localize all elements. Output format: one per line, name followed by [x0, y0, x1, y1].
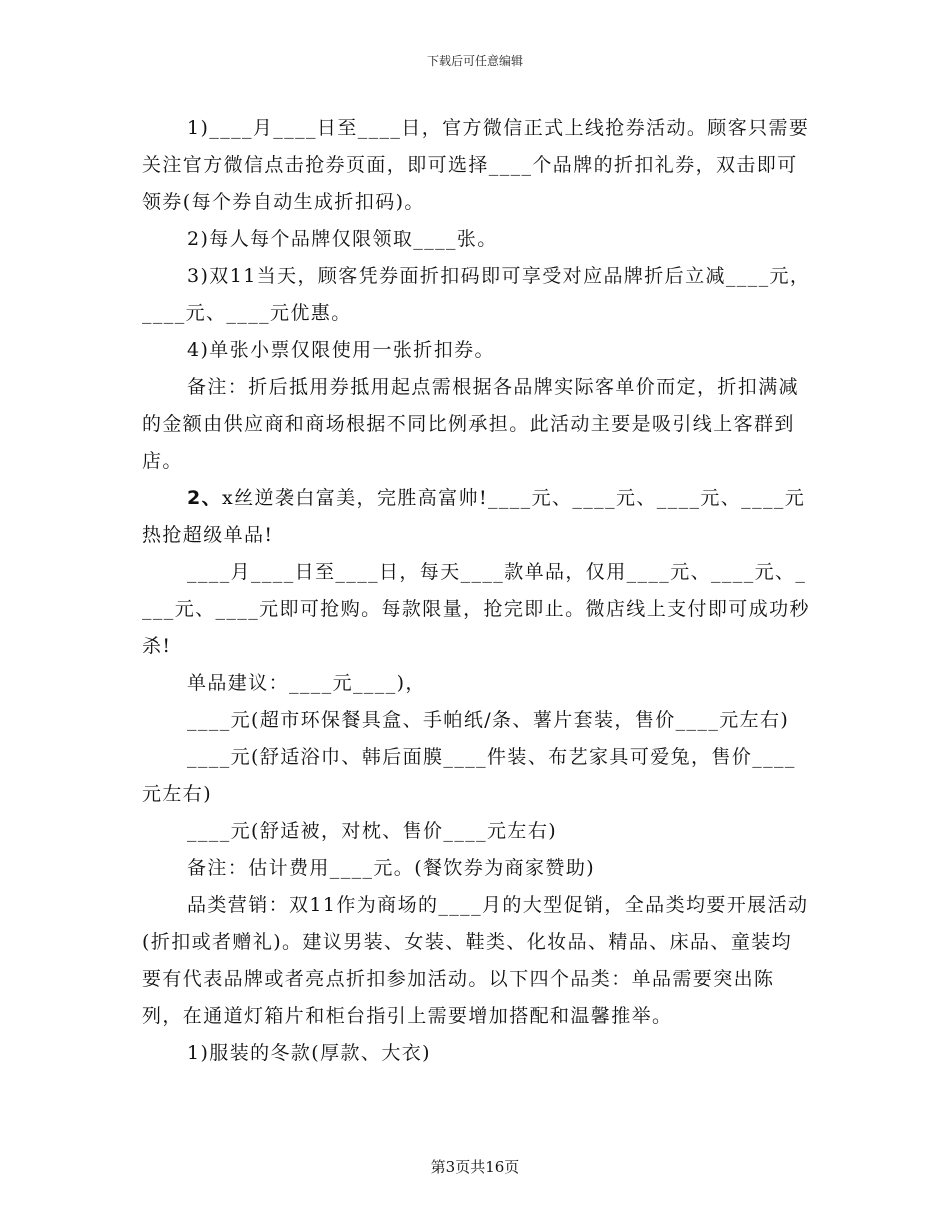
section-2-number: 2、 — [187, 487, 223, 509]
paragraph-1: 1)____月____日至____日，官方微信正式上线抢券活动。顾客只需要关注官方微信点击抢券页面，即可选择____个品牌的折扣礼券，双击即可领券(每个券自动生成折扣码)。 — [142, 117, 810, 213]
paragraph-flash-sale: ____月____日至____日，每天____款单品，仅用____元、____元、____元、____元即可抢购。每款限量，抢完即止。微店线上支付即可成功秒杀! — [142, 561, 810, 657]
paragraph-category-marketing: 品类营销：双11作为商场的____月的大型促销，全品类均要开展活动(折扣或者赠礼)。建议男装、女装、鞋类、化妆品、精品、床品、童装均要有代表品牌或者亮点折扣参加活动。以下四个品类：单品需要突出陈列，在通道灯箱片和柜台指引上需要增加搭配和温馨推举。 — [142, 894, 809, 1027]
paragraph-item-tier-3: ____元(舒适被，对枕、售价____元左右) — [187, 820, 558, 842]
paragraph-item-tier-2: ____元(舒适浴巾、韩后面膜____件装、布艺家具可爱兔，售价____元左右) — [142, 746, 796, 805]
paragraph-note-2: 备注：估计费用____元。(餐饮券为商家赞助) — [187, 857, 596, 879]
paragraph-note-1: 备注：折后抵用券抵用起点需根据各品牌实际客单价而定，折扣满减的金额由供应商和商场根据不同比例承担。此活动主要是吸引线上客群到店。 — [142, 376, 800, 472]
page-footer: 第3页共16页 — [430, 1158, 520, 1176]
paragraph-item-tier-1: ____元(超市环保餐具盒、手帕纸/条、薯片套装，售价____元左右) — [187, 709, 790, 731]
section-2-heading — [142, 480, 812, 554]
paragraph-category-1: 1)服装的冬款(厚款、大衣) — [187, 1042, 431, 1064]
paragraph-2: 2)每人每个品牌仅限领取____张。 — [187, 228, 498, 250]
document-body — [142, 110, 812, 1072]
section-2-text: x丝逆袭白富美，完胜高富帅!____元、____元、____元、____元热抢超级单品! — [142, 487, 806, 546]
page-header: 下载后可任意编辑 — [426, 54, 523, 68]
paragraph-item-suggestion: 单品建议：____元____)， — [187, 672, 426, 694]
paragraph-3: 3)双11当天，顾客凭券面折扣码即可享受对应品牌折后立减____元，____元、____元优惠。 — [142, 265, 811, 324]
paragraph-4: 4)单张小票仅限使用一张折扣券。 — [187, 339, 495, 361]
